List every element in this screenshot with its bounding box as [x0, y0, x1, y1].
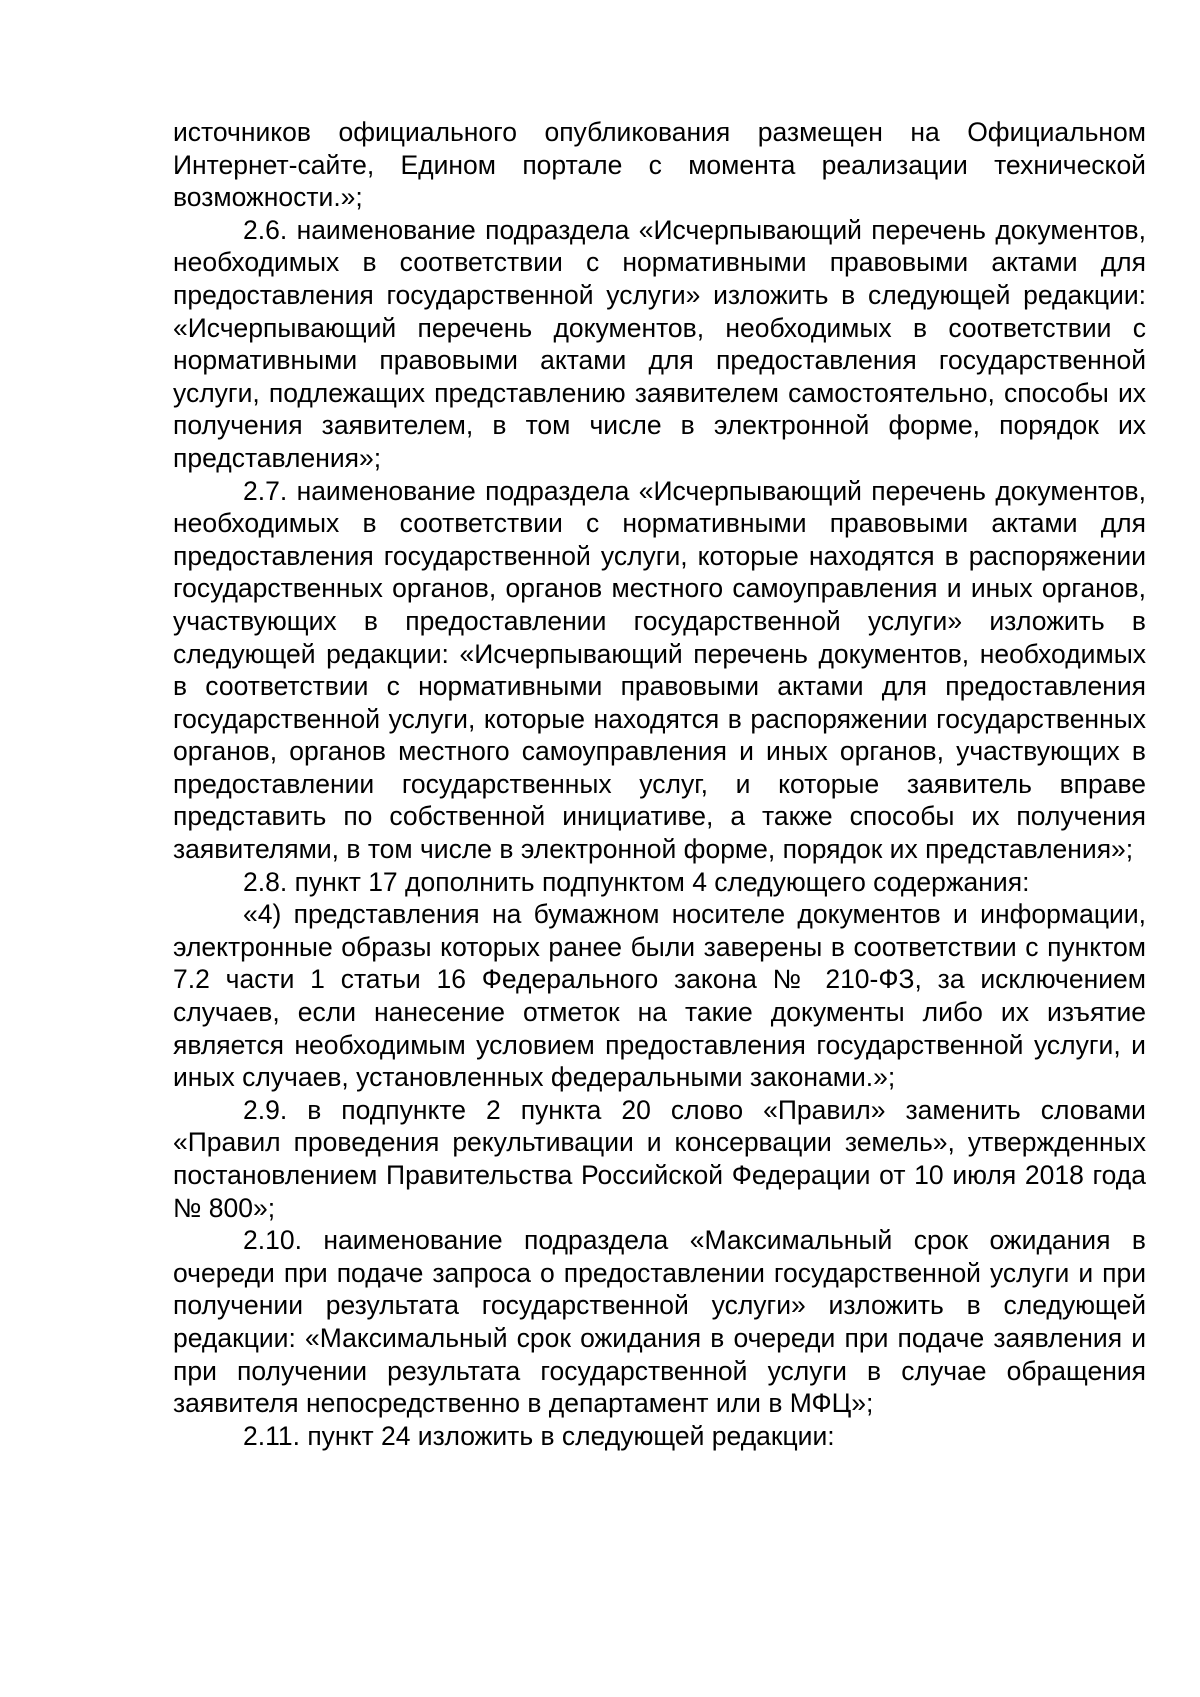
paragraph-2-9: 2.9. в подпункте 2 пункта 20 слово «Правил» заменить словами «Правил проведения рекультивации и консервации земель», утвержденных постановлением Правительства Российской Федерации от 10 июля 2018 года № 800»;: [173, 1094, 1146, 1223]
paragraph-subitem-4: «4) представления на бумажном носителе документов и информации, электронные образы которых ранее были заверены в соответствии с пунктом 7.2 части 1 статьи 16 Федерального закона № 210-ФЗ, за исключением случаев, если нанесение отметок на такие документы либо их изъятие является необходимым условием предоставления государственной услуги, и иных случаев, установленных федеральными законами.»;: [173, 899, 1146, 1093]
paragraph-2-8: 2.8. пункт 17 дополнить подпунктом 4 следующего содержания:: [243, 866, 1030, 897]
document-body: [173, 116, 1146, 1452]
paragraph-publication-sources: источников официального опубликования размещен на Официальном Интернет-сайте, Едином портале с момента реализации технической возможности.»;: [173, 117, 1146, 213]
paragraph-2-11: 2.11. пункт 24 изложить в следующей редакции:: [243, 1420, 835, 1451]
paragraph-2-10: 2.10. наименование подраздела «Максимальный срок ожидания в очереди при подаче запроса о предоставлении государственной услуги и при получении результата государственной услуги» изложить в следующей редакции: «Максимальный срок ожидания в очереди при подаче заявления и при получении результата государственной услуги в случае обращения заявителя непосредственно в департамент или в МФЦ»;: [173, 1225, 1146, 1419]
paragraph-2-7: 2.7. наименование подраздела «Исчерпывающий перечень документов, необходимых в соответствии с нормативными правовыми актами для предоставления государственной услуги, которые находятся в распоряжении государственных органов, органов местного самоуправления и иных органов, участвующих в предоставлении государственной услуги» изложить в следующей редакции: «Исчерпывающий перечень документов, необходимых в соответствии с нормативными правовыми актами для предоставления государственной услуги, которые находятся в распоряжении государственных органов, органов местного самоуправления и иных органов, участвующих в предоставлении государственных услуг, и которые заявитель вправе представить по собственной инициативе, а также способы их получения заявителями, в том числе в электронной форме, порядок их представления»;: [173, 475, 1146, 865]
paragraph-2-6: 2.6. наименование подраздела «Исчерпывающий перечень документов, необходимых в соответствии с нормативными правовыми актами для предоставления государственной услуги» изложить в следующей редакции: «Исчерпывающий перечень документов, необходимых в соответствии с нормативными правовыми актами для предоставления государственной услуги, подлежащих представлению заявителем самостоятельно, способы их получения заявителем, в том числе в электронной форме, порядок их представления»;: [173, 214, 1146, 473]
